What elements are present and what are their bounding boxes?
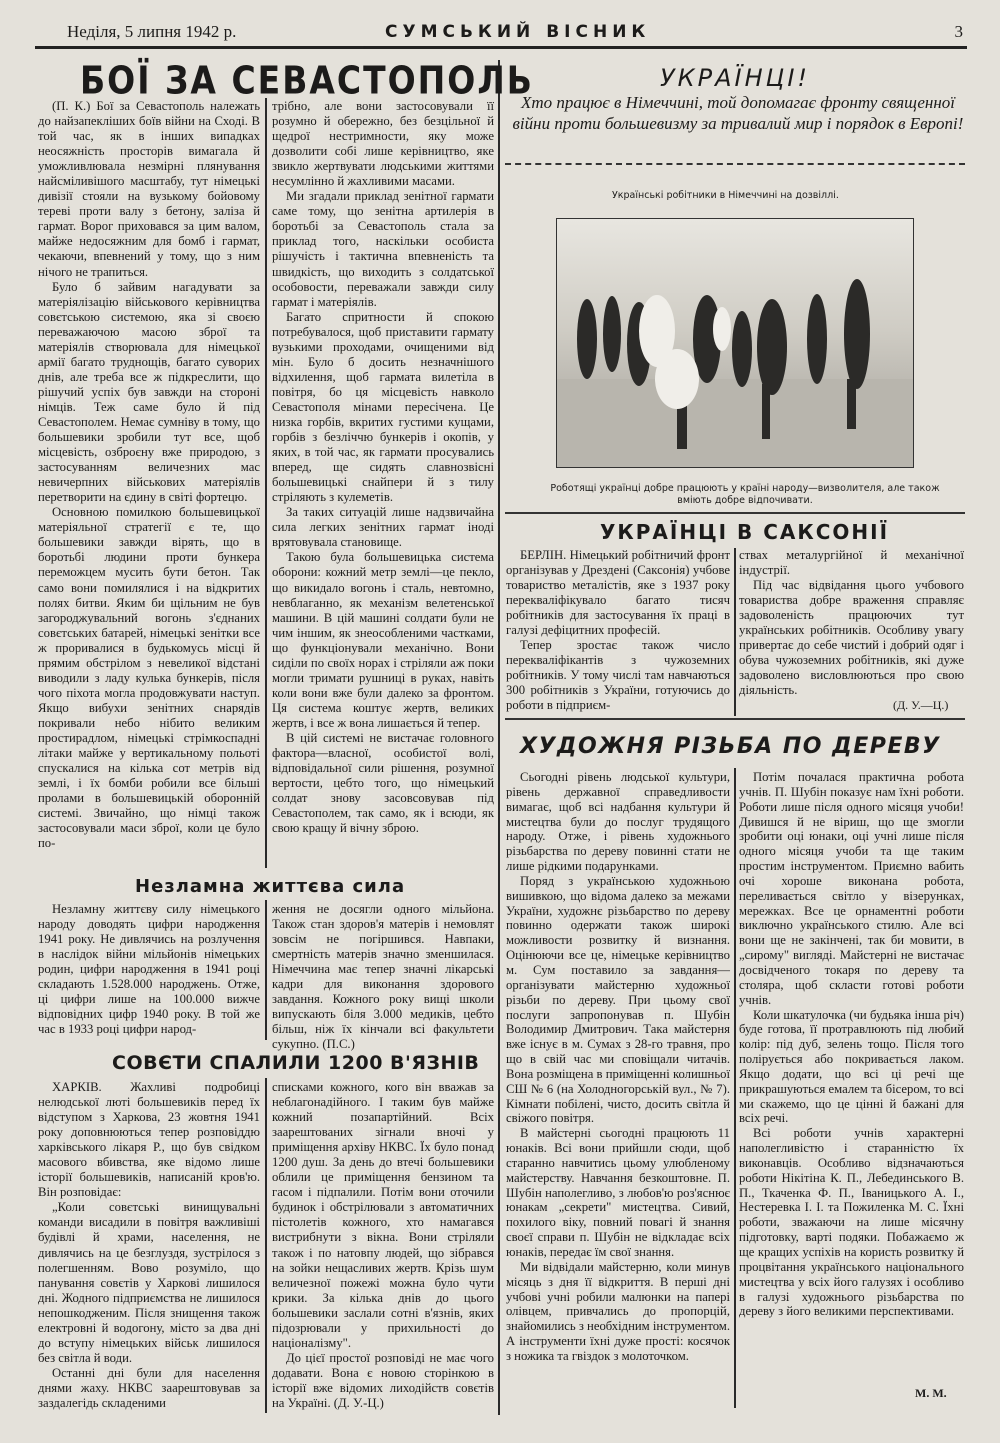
column-divider-woodcarving — [734, 768, 736, 1408]
paragraph: Під час відвідання цього учбового товариства добре враження справляє задоволеність працюючих тут українських робітників. Особливу увагу привертає до себе чистий і добрий одяг і обува чужоземних робітників, які дуже задоволено висловлюються про свою діяльність. — [739, 578, 964, 698]
column-divider-unbreakable — [265, 900, 267, 1040]
newspaper-title: СУМСЬКИЙ ВІСНИК — [385, 22, 651, 42]
paragraph: ствах металургійної й механічної індустрії. — [739, 548, 964, 578]
paragraph: Останні дні були для населення днями жаху. НКВС заарештовував за заздалегідь складеними — [38, 1365, 260, 1410]
page-number: 3 — [954, 22, 963, 41]
paragraph: Було б зайвим нагадувати за матеріялізацію військового керівництва совєтською системою, яка зі своєю переважаючою масою зброї та матеріялів створювала для німецької армії багато труднощів, багато суворих днів, але треба все ж підкреслити, що рішучий успіх був завжди на стороні німців. Теж саме було й під Севастополем. Немає сумніву в тому, що большевики зробили тут все, щоб місцевість, озброєну вже природою, з застосуванням величезних мас невичерпних військових матеріялів перетворити на єдину в світі фортецю. — [38, 279, 260, 505]
woodcarving-column-1 — [506, 770, 730, 1364]
paragraph: В цій системі не вистачає головного фактора—власної, особистої волі, відповідальної сили рішення, розумної вертости, цебто того, що німецький солдат знову засовсовував під Севастополем, так само, як і всюди, як свою кращу й вічну зброю. — [272, 730, 494, 836]
masthead — [35, 22, 967, 44]
photo-separator — [505, 512, 965, 514]
saxony-column-1 — [506, 548, 730, 714]
photo-illustration — [557, 219, 913, 467]
paragraph: Всі роботи учнів характерні наполегливістю і старанністю їх виконавців. Особливо відзначаються роботи Нікітіна К. П., Лебединського В. П., Ткаченка Ф. П., Іваницького А. І., Нестеревка І. І. та Пожиленка М. С. Їхні роботи, зважаючи на лише місячну підготовку, варті подяки. Побажаємо ж ще кращих успіхів на користь розвитку й процвітання українського національного мистецтва у всіх його галузях і особливо в галузі художнього різьбарства по дереву з його великими перспективами. — [739, 1126, 964, 1319]
woodcarving-column-2 — [739, 770, 964, 1319]
paragraph: трібно, але вони застосовували її розумно й обережно, без безцільної й щедрої нестримности, яку може дозволити собі лише керівництво, яке звикло жертвувати людськими життями несумлінно й жахливими масами. — [272, 99, 494, 189]
paragraph: Ми відвідали майстерню, коли минув місяць з дня її відкриття. В перші дні учбові учні робили малюнки на папері олівцем, привчались до пропорцій, знайомились з необхідним інструментом. А інструменти їхні дуже прості: косячок з ножика та гвіздок з молоточком. — [506, 1259, 731, 1363]
paragraph: ХАРКІВ. Жахливі подробиці нелюдської люті большевиків перед їх відступом з Харкова, 23 жовтня 1941 року доповнюються тепер розповіддю харківського лікаря Р., що був свідком масового вбивства, яке відомо лише історії большевиків, написаній кров'ю. Він розповідає: — [38, 1080, 260, 1200]
paragraph: Незламну життєву силу німецького народу доводять цифри народження 1941 року. Не дивлячись на розлучення в наслідок війни мільйонів німецьких родин, цифри народження в 1941 році складають 1.528.000 народжень. Отже, ці цифри лише на 100.000 вижче відповідних цифр 1940 року. В той же час в 1933 році цифри народ- — [38, 902, 260, 1037]
paragraph: Такою була большевицька система оборони: кожний метр землі—це пекло, що викидало вогонь і сталь, невтомно, невблаганно, як механізм велетенської машини. В цій машині солдати були не чим іншим, як знеособленими частками, що функціонували механічно. Вони сиділи по своїх норах і стріляли аж поки могли тримати рушниці в руках, навіть коли вони вже були далеко за фронтом. Ця система коштує жертв, великих жертв, і все ж вона лишається й тепер. — [272, 550, 494, 730]
issue-date: Неділя, 5 липня 1942 р. — [67, 22, 237, 41]
paragraph: Сьогодні рівень людської культури, рівень державної справедливости вимагає, щоб всі надбання культури й мистецтва були до послуг трудящого народу. Отже, і рівень художнього різьбарства по дереву повинні стати не лише рідкими подарунками. — [506, 770, 730, 874]
column-divider-center — [498, 60, 500, 1415]
appeal-headline: УКРАЇНЦІ! — [660, 64, 811, 92]
paragraph: За таких ситуацій лише надзвичайна сила легких зенітних гармат іноді врятовувала становище. — [272, 505, 494, 550]
paragraph: ження не досягли одного мільйона. Також стан здоров'я матерів і немовлят зовсім не погіршився. Навпаки, смертність матерів значно зменшилася. Німеччина має тепер значні лікарські кадри для виконання здорового завдання. Кожного року вищі школи випускають біля 3.000 медиків, цебто більш, ніж їх кінчали всі факультети сукупно. (П.С.) — [272, 902, 494, 1052]
masthead-rule — [35, 46, 967, 49]
paragraph: „Коли совєтські винищувальні команди висадили в повітря важливіші будівлі й храми, населення, не дивлячись на це безглуздя, зустрілося з полегшенням. Вово розуміло, що панування совєтів у Харкові лишилося дні. Жодного підприємства не лишилося непошкодженим. Після знищення також електровні й водогону, місто за два дні до вступу німецьких військ лишилося без світла й води. — [38, 1200, 260, 1365]
paragraph: Тепер зростає також число перекваліфікантів з чужоземних робітників. У тому числі там навчаються 300 робітників з України, готуючись до роботи в підприєм- — [506, 638, 730, 713]
prisoners-headline: СОВЄТИ СПАЛИЛИ 1200 В'ЯЗНІВ — [112, 1052, 480, 1074]
paragraph: В майстерні сьогодні працюють 11 юнаків. Всі вони прийшли сюди, щоб старанно навчитись цьому улюбленому майстерству. Навчання безкоштовне. П. Шубін наполегливо, з любов'ю роз'яснює юнакам „секрети" мистецтва. Сивий, похилого віку, повний повагі й знання своєї справи п. Шубін не відкладає всіх юнаків, передає їм свої знання. — [506, 1126, 730, 1259]
unbreakable-headline: Незламна життєва сила — [135, 876, 406, 897]
sevastopol-headline: БОЇ ЗА СЕВАСТОПОЛЬ — [80, 58, 534, 103]
prisoners-column-2 — [272, 1080, 494, 1411]
column-divider-left — [265, 98, 267, 868]
paragraph: Потім почалася практична робота учнів. П. Шубін показує нам їхні роботи. Роботи лише після одного місяця учоби! Дивишся й не віриш, що ще змогли зробити оці юнаки, оці учні лише після одного місяця учоби та ще таким простим інструментом. Приємно вабить очі хороше виконана робота, переливається світло у візерунках, мережках. Все це орнаментні роботи виключно українського стилю. Але всі вони ще не закінчені, так би мовити, в „сирому" вигляді. Майстерні не вистачає досвідченого токаря по дереву та столяра, щоб скласти готові роботи учнів. — [739, 770, 964, 1007]
saxony-separator — [505, 718, 965, 720]
paragraph: Поряд з українською художньою вишивкою, що відома далеко за межами України, художнє різьбарство по дереву повинно одержати також широкі можливости розвитку й визнання. Оцінюючи все це, німецьке керівництво м. Сум поставило за завдання—організувати майстерню художньої різьби по дереву. При цьому свої послуги запропонував п. Шубін Володимир Дмитрович. Така майстерня вже існує в м. Сумах з 28-го травня, про що в свій час ми сповіщали читачів. Вона розміщена в приміщенні колишньої СШ № 6 (на Холодногорській вул., № 7). Кімнати побілені, чисто, досить світла й свіжого повітря. — [506, 873, 730, 1126]
paragraph: (П. К.) Бої за Севастополь належать до найзапекліших боїв війни на Сході. В той час, як в інших випадках неосяжність просторів вимагала й уможливлювала незмірні плянування найсміливішого масштабу, тут німецькі дивізії стояли на вузькому бойовому тереві проти валу з бетону, заліза й гармат. Ворог приховався за цим валом, майже недосяжним для бомб і гармат, чекаючи, впевнений у тому, що з ним нічого не трапиться. — [38, 99, 260, 279]
woodcarving-signature: М. М. — [915, 1386, 947, 1400]
column-divider-saxony — [734, 548, 736, 716]
unbreakable-column-1 — [38, 902, 260, 1037]
saxony-headline: УКРАЇНЦІ В САКСОНІЇ — [600, 520, 890, 544]
paragraph: Багато спритности й спокою потребувалося, щоб приставити гармату вузькими проходами, очищеними від мін. Було б досить незначнішого відхилення, щоб гармата вилетіла в повітря, бо ця місцевість навколо Севастополя мінами пересічена. Це низка горбів, вкритих густими кущами, горбів з безліччю бункерів і окопів, у яких, в той час, як гармати просувались вперед, ще сидять славнозвісні большевицькі снайпери й з тилу стріляють з кулеметів. — [272, 309, 494, 505]
paragraph: Основною помилкою большевицької матеріяльної стратегії є те, що большевики завжди вірять, що в боротьбі людини проти бункера переможцем мусить бути бетон. Так само вони помилялися і на відкритих полях битви. Яким би щільним не був загороджувальний вогонь з'єднаних совєтських батарей, німецькі зенітки все ж проривалися в будькомусь місці й прямим обстрілом з невеликої відстані виводили з ладу кулька бункерів, після чого піхота могла продовжувати наступ. Якщо вибухи зенітних снарядів покривали небо нібито великим простирадлом, німецькі стрімкоспадні літаки майже у вертикальному польоті спускалися на кілька сот метрів від землі, і їх бомби робили все більші пролами в большевицькій оборонній системі. Звичайно, що німці також застосовували маси зброї, коли це було по- — [38, 505, 260, 851]
appeal-text: Хто працює в Німеччині, той допомагає фронту священної війни проти большевизму за тривалий мир і порядок в Европі! — [512, 93, 964, 133]
paragraph: Ми згадали приклад зенітної гармати саме тому, що зенітна артилерія в боротьбі за Севастополь стала за приклад того, наскільки особиста рішучість і тактична впевненість та швидкість, що виходить з солдатської особовости, переважали завжди силу гармат і матеріялів. — [272, 189, 494, 309]
column-divider-prisoners — [265, 1078, 267, 1413]
paragraph: До цієї простої розповіді не має чого додавати. Вона є новою сторінкою в історії вже відомих лиходійств совєтів на Україні. (Д. У.-Ц.) — [272, 1350, 494, 1410]
woodcarving-headline: ХУДОЖНЯ РІЗЬБА ПО ДЕРЕВУ — [520, 734, 941, 759]
sevastopol-column-2 — [272, 99, 494, 836]
paragraph: списками кожного, кого він вважав за неблагонадійного. І таким був майже кожний позапартійний. Всіх заарештованих зігнали вночі у приміщення архіву НКВС. Їх було понад 1200 душ. За день до втечі большевики облили це приміщення бензином та гасом і підпалили. Потім вони оточили будинок і обстрілювали з автоматичних пістолетів кожного, хто намагався вистрибнути з вікна. Вони стріляли також і по натовпу людей, що зібрався на зойки нещасливих жертв. Крізь шум величезної пожежі можна було чути крики. За кілька днів до цього большевики заслали сотні в'язнів, яких підозрювали у прихильності до націоналізму". — [272, 1080, 494, 1350]
saxony-column-2 — [739, 548, 964, 698]
photo-caption: Українські робітники в Німеччині на дозвіллі. — [612, 190, 839, 201]
decorative-divider — [505, 163, 965, 169]
photo-subcaption: Роботящі українці добре працюють у країні народу—визволителя, але також вміють добре відпочивати. — [550, 483, 940, 506]
saxony-signature: (Д. У.—Ц.) — [893, 698, 949, 712]
paragraph: БЕРЛІН. Німецький робітничий фронт організував у Дрездені (Саксонія) учбове товариство металістів, яке з 1937 року перекваліфікувало багато тисяч робітників для застосування їх праці в галузі дефіцитних професій. — [506, 548, 730, 638]
prisoners-column-1 — [38, 1080, 260, 1411]
dancing-workers-photo — [556, 218, 914, 468]
paragraph: Коли шкатулочка (чи будьяка інша річ) буде готова, її протравлюють під любий колір: під дуб, зелень тощо. Після того полірується або покривається лаком. Якщо додати, що всі ці речі ще прикрашуються емалем та бісером, то всі ми скажемо, що це цінні й бажані для всіх речі. — [739, 1007, 964, 1126]
sevastopol-column-1 — [38, 99, 260, 851]
unbreakable-column-2 — [272, 902, 494, 1052]
